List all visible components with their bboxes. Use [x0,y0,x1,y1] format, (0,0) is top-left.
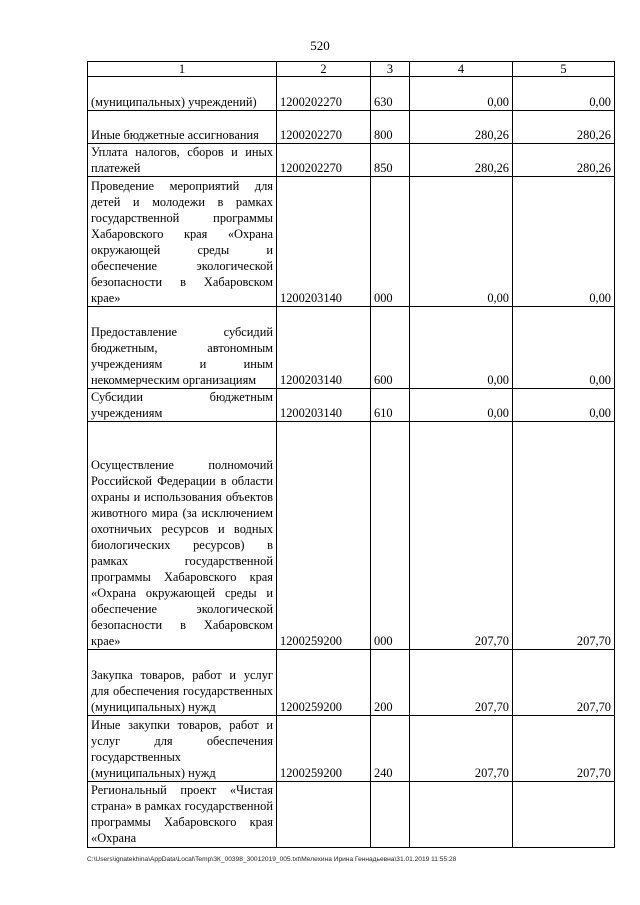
row-value-2: 280,26 [513,111,615,144]
table-row [88,307,615,389]
row-value-2: 207,70 [513,716,615,782]
row-expense-type: 600 [371,307,410,389]
table-row [88,144,615,177]
header-col-3: 3 [371,62,410,77]
row-value-2: 0,00 [513,307,615,389]
row-expense-type [371,782,410,848]
table-row [88,77,615,111]
row-name: Проведение мероприятий для детей и молодежи в рамках государственной программы Хабаровского края «Охрана окружающей среды и обеспечение экологической безопасности в Хабаровском крае» [88,177,277,307]
row-expense-type: 240 [371,716,410,782]
row-expense-type: 800 [371,111,410,144]
table-row [88,177,615,307]
row-name: Уплата налогов, сборов и иных платежей [88,144,277,177]
header-col-5: 5 [513,62,615,77]
row-target-code: 1200202270 [277,144,371,177]
row-target-code: 1200202270 [277,77,371,111]
row-value-1: 207,70 [410,650,513,716]
row-value-1: 0,00 [410,177,513,307]
row-value-1: 0,00 [410,77,513,111]
row-name: Осуществление полномочий Российской Федерации в области охраны и использования объектов животного мира (за исключением охотничьих ресурсов и водных биологических ресурсов) в рамках государственной программы Хабаровского края «Охрана окружающей среды и обеспечение экологической безопасности в Хабаровском крае» [88,422,277,650]
row-expense-type: 850 [371,144,410,177]
row-value-2: 0,00 [513,389,615,422]
row-expense-type: 200 [371,650,410,716]
row-name: Субсидии бюджетным учреждениям [88,389,277,422]
row-value-2: 0,00 [513,177,615,307]
document-footer-path: C:\Users\ignatekhina\AppData\Local\Temp\ЗК_00398_30012019_005.txt\Мелехина Ирина Геннадьевна\31.01.2019 11:55:28 [87,856,457,863]
row-value-1: 0,00 [410,307,513,389]
row-target-code: 1200202270 [277,111,371,144]
table-row [88,716,615,782]
row-value-2: 207,70 [513,422,615,650]
header-col-4: 4 [410,62,513,77]
row-value-1: 207,70 [410,716,513,782]
table-row [88,111,615,144]
row-name: Закупка товаров, работ и услуг для обеспечения государственных (муниципальных) нужд [88,650,277,716]
row-target-code [277,782,371,848]
table-row [88,422,615,650]
row-target-code: 1200259200 [277,422,371,650]
table-row [88,782,615,848]
header-col-2: 2 [277,62,371,77]
row-name: Иные бюджетные ассигнования [88,111,277,144]
row-target-code: 1200203140 [277,307,371,389]
header-row [88,62,615,77]
table-row [88,650,615,716]
row-name: (муниципальных) учреждений) [88,77,277,111]
row-expense-type: 630 [371,77,410,111]
row-value-1 [410,782,513,848]
row-value-1: 207,70 [410,422,513,650]
row-name: Иные закупки товаров, работ и услуг для обеспечения государственных (муниципальных) нужд [88,716,277,782]
row-target-code: 1200203140 [277,177,371,307]
table-row [88,389,615,422]
row-value-2 [513,782,615,848]
row-target-code: 1200203140 [277,389,371,422]
page-number: 520 [310,38,330,53]
row-value-1: 280,26 [410,144,513,177]
row-target-code: 1200259200 [277,650,371,716]
header-col-1: 1 [88,62,277,77]
row-expense-type: 610 [371,389,410,422]
row-target-code: 1200259200 [277,716,371,782]
row-value-1: 0,00 [410,389,513,422]
row-value-2: 207,70 [513,650,615,716]
budget-table [87,61,615,848]
row-value-2: 280,26 [513,144,615,177]
row-value-2: 0,00 [513,77,615,111]
row-expense-type: 000 [371,422,410,650]
row-expense-type: 000 [371,177,410,307]
row-value-1: 280,26 [410,111,513,144]
row-name: Предоставление субсидий бюджетным, автономным учреждениям и иным некоммерческим организациям [88,307,277,389]
row-name: Региональный проект «Чистая страна» в рамках государственной программы Хабаровского края «Охрана [88,782,277,848]
